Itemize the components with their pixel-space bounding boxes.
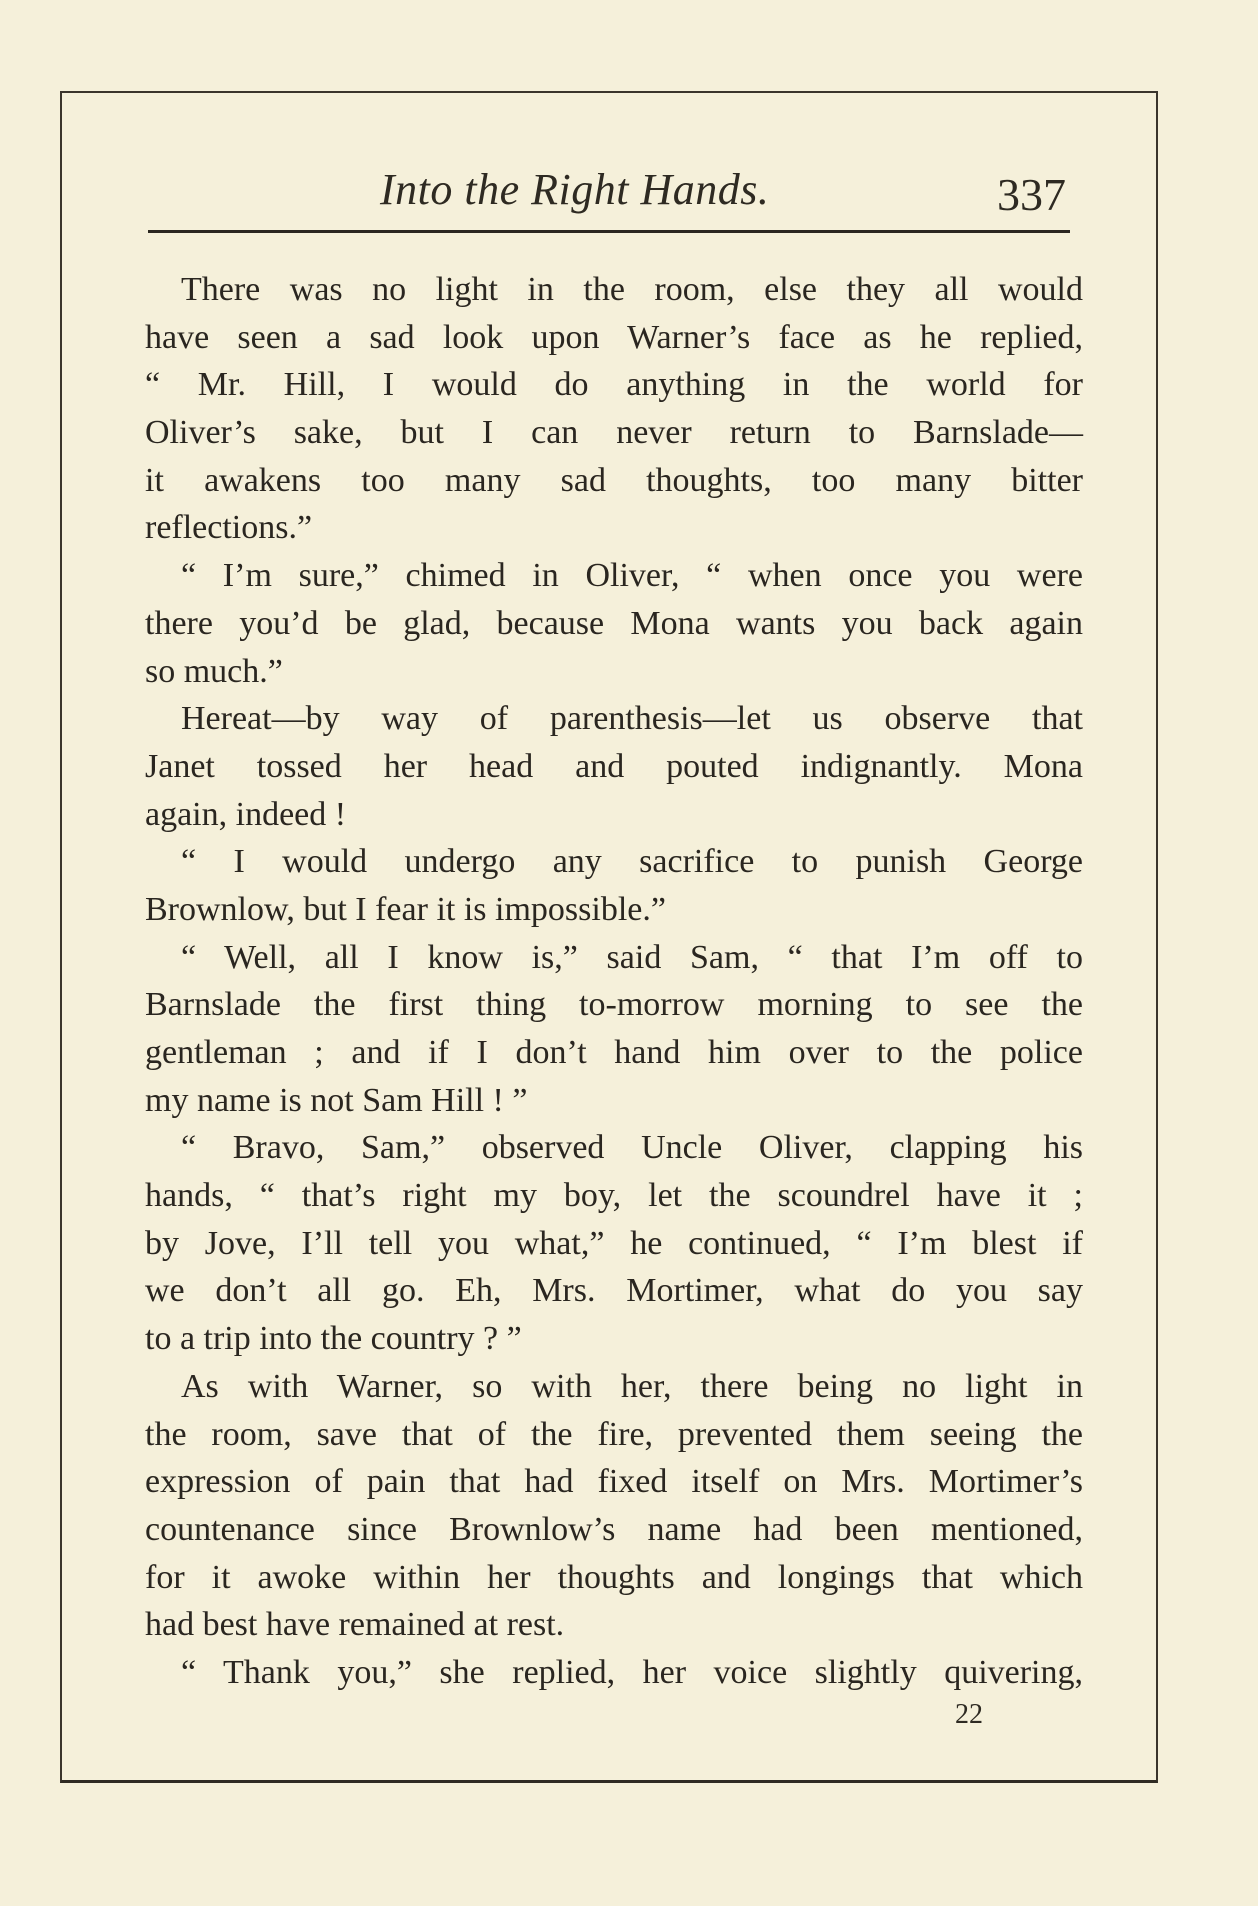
- running-title: Into the Right Hands.: [380, 165, 770, 214]
- text-line: by Jove, I’ll tell you what,” he continued, “ I’m blest if: [145, 1224, 1083, 1262]
- text-line: my name is not Sam Hill ! ”: [145, 1081, 528, 1119]
- text-line: again, indeed !: [145, 795, 347, 833]
- text-line: there you’d be glad, because Mona wants you back again: [145, 604, 1083, 642]
- text-line: the room, save that of the fire, prevented them seeing the: [145, 1415, 1083, 1453]
- text-line: Janet tossed her head and pouted indignantly. Mona: [145, 747, 1083, 785]
- text-line: we don’t all go. Eh, Mrs. Mortimer, what do you say: [145, 1272, 1083, 1310]
- text-line: reflections.”: [145, 509, 313, 547]
- text-line: “ Thank you,” she replied, her voice slightly quivering,: [181, 1653, 1083, 1691]
- text-line: have seen a sad look upon Warner’s face as he replied,: [145, 318, 1083, 356]
- running-header: [148, 160, 1070, 230]
- text-line: Barnslade the first thing to-morrow morning to see the: [145, 986, 1083, 1024]
- text-line: “ I would undergo any sacrifice to punish George: [181, 843, 1083, 881]
- text-line: to a trip into the country ? ”: [145, 1320, 522, 1358]
- signature-mark: 22: [955, 1699, 983, 1730]
- text-line: for it awoke within her thoughts and longings that which: [145, 1558, 1083, 1596]
- text-line: countenance since Brownlow’s name had been mentioned,: [145, 1510, 1083, 1548]
- text-line: Brownlow, but I fear it is impossible.”: [145, 890, 666, 928]
- text-line: had best have remained at rest.: [145, 1606, 565, 1644]
- text-line: As with Warner, so with her, there being no light in: [181, 1367, 1083, 1405]
- text-line: “ Mr. Hill, I would do anything in the world for: [145, 366, 1083, 404]
- header-rule: [148, 230, 1070, 233]
- page-number: 337: [997, 169, 1066, 220]
- text-line: expression of pain that had fixed itself on Mrs. Mortimer’s: [145, 1463, 1083, 1501]
- body-text: [145, 266, 1083, 1697]
- text-line: There was no light in the room, else they all would: [181, 271, 1083, 308]
- text-line: Hereat—by way of parenthesis—let us observe that: [181, 700, 1083, 738]
- text-line: Oliver’s sake, but I can never return to Barnslade—: [145, 414, 1083, 452]
- text-line: gentleman ; and if I don’t hand him over to the police: [145, 1034, 1083, 1071]
- text-line: “ I’m sure,” chimed in Oliver, “ when once you were: [181, 557, 1083, 595]
- text-line: “ Bravo, Sam,” observed Uncle Oliver, clapping his: [181, 1129, 1083, 1167]
- text-line: so much.”: [145, 652, 283, 690]
- text-line: “ Well, all I know is,” said Sam, “ that I’m off to: [181, 938, 1083, 976]
- text-line: hands, “ that’s right my boy, let the scoundrel have it ;: [145, 1177, 1083, 1215]
- text-line: it awakens too many sad thoughts, too many bitter: [145, 461, 1083, 499]
